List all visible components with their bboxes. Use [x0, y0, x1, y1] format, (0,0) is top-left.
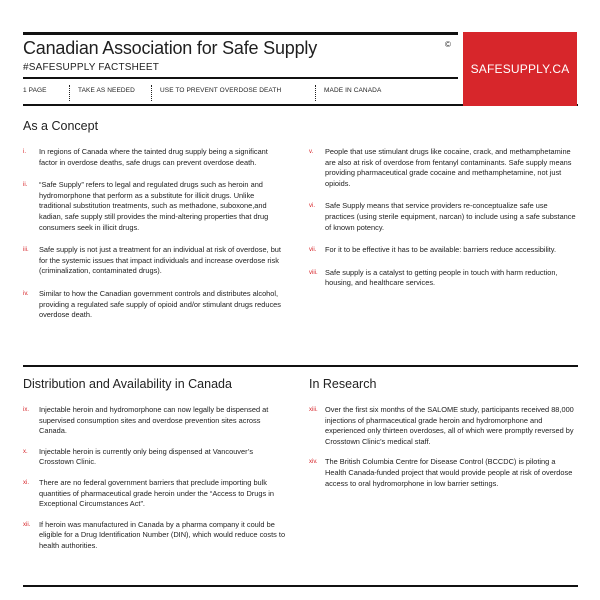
list-item	[309, 245, 577, 256]
page-title: Canadian Association for Safe Supply	[23, 38, 317, 58]
meta-separator	[69, 85, 70, 101]
list-item	[23, 520, 288, 552]
section-divider	[23, 365, 578, 367]
list-item	[23, 147, 288, 168]
section-heading-distribution: Distribution and Availability in Canada	[23, 377, 232, 391]
item-number: vii.	[309, 247, 317, 254]
copyright-symbol: ©	[445, 40, 451, 49]
research-list	[309, 405, 577, 489]
meta-purpose: USE TO PREVENT OVERDOSE DEATH	[160, 87, 282, 94]
item-text: There are no federal government barriers that preclude importing bulk quantities of pharmaceutical grade heroin under the “Access to Drugs in Exceptional Circumstances Act”.	[39, 477, 274, 509]
item-number: viii.	[309, 269, 318, 276]
item-text: Safe supply is not just a treatment for an individual at risk of overdose, but for the systemic issues that impact individuals and increase overdose risk (criminalization, contaminated drugs).	[39, 245, 281, 276]
meta-dosage: TAKE AS NEEDED	[78, 87, 135, 94]
item-text: Injectable heroin is currently only being dispensed at Vancouver’s Crosstown Clinic.	[39, 446, 254, 467]
item-number: xi.	[23, 479, 29, 486]
item-number: ii.	[23, 182, 28, 189]
item-number: xii.	[23, 521, 31, 528]
item-number: iv.	[23, 290, 29, 297]
footer-rule	[23, 585, 578, 587]
list-item	[23, 289, 288, 321]
page-subtitle: #SAFESUPPLY FACTSHEET	[23, 62, 160, 73]
item-number: vi.	[309, 203, 315, 210]
list-item	[309, 201, 577, 233]
item-text: Over the first six months of the SALOME study, participants received 88,000 injections of pharmaceutical grade heroin and hydromorphone and experienced only thirteen overdoses, all of which were promptly reversed by Crosstown Clinic’s medical staff.	[325, 405, 574, 446]
item-number: ix.	[23, 407, 29, 413]
item-number: i.	[23, 149, 26, 155]
item-text: If heroin was manufactured in Canada by a pharma company it could be eligible for a Drug Identification Number (DIN), which would reduce costs to health authorities.	[39, 519, 286, 550]
section-heading-concept: As a Concept	[23, 119, 99, 133]
item-number: x.	[23, 448, 28, 455]
concept-left-list	[23, 147, 288, 321]
item-text: In regions of Canada where the tainted drug supply being a significant factor in overdose deaths, safe drugs can prevent overdose death.	[39, 147, 268, 167]
item-text: Injectable heroin and hydromorphone can now legally be dispensed at supervised consumption sites and overdose prevention sites across Canada.	[39, 405, 269, 436]
list-item	[23, 447, 288, 468]
item-text: People that use stimulant drugs like cocaine, crack, and methamphetamine are also at risk of overdose from fentanyl contaminants. Safe supply means providing pharmaceutical grade cocaine and methamphetamine, not just opioids.	[325, 147, 572, 188]
list-item	[309, 147, 577, 189]
list-item	[23, 405, 288, 437]
list-item	[309, 268, 577, 289]
brand-label: SAFESUPPLY.CA	[470, 62, 570, 76]
header-top-rule	[23, 32, 458, 35]
item-text: For it to be effective it has to be available: barriers reduce accessibility.	[325, 245, 556, 255]
item-text: Safe Supply means that service providers re-conceptualize safe use practices (using sterile equipment, narcan) to include using a safe substance of known potency.	[325, 201, 576, 232]
meta-pages: 1 PAGE	[23, 87, 47, 94]
item-text: Similar to how the Canadian government controls and distributes alcohol, providing a regulated safe supply of opioid and/or stimulant drugs reduces overdose death.	[39, 288, 281, 320]
list-item	[23, 245, 288, 277]
item-number: xiv.	[309, 459, 318, 466]
item-number: v.	[309, 149, 314, 155]
list-item	[309, 457, 577, 489]
item-text: The British Columbia Centre for Disease Control (BCCDC) is piloting a Health Canada-funded project that would provide people at risk of overdose access to oral hydromorphone in low barrier settings.	[325, 457, 573, 488]
header-middle-rule	[23, 77, 458, 79]
item-number: iii.	[23, 247, 29, 254]
item-text: “Safe Supply” refers to legal and regulated drugs such as heroin and hydromorphone that perform as a substitute for illicit drugs. Unlike traditional substitution treatments, such as methadone, suboxone,and kadian, safe supply still provides the mind-altering properties that drug consumers seek in illicit drugs.	[39, 180, 269, 232]
distribution-list	[23, 405, 288, 552]
list-item	[309, 405, 577, 447]
meta-separator	[315, 85, 316, 101]
list-item	[23, 180, 288, 233]
section-heading-research: In Research	[309, 377, 377, 391]
item-text: Safe supply is a catalyst to getting people in touch with harm reduction, housing, and healthcare services.	[325, 267, 558, 288]
meta-separator	[151, 85, 152, 101]
item-number: xiii.	[309, 407, 318, 413]
brand-box	[463, 32, 577, 106]
list-item	[23, 478, 288, 510]
meta-origin: MADE IN CANADA	[324, 87, 382, 94]
concept-right-list	[309, 147, 577, 289]
